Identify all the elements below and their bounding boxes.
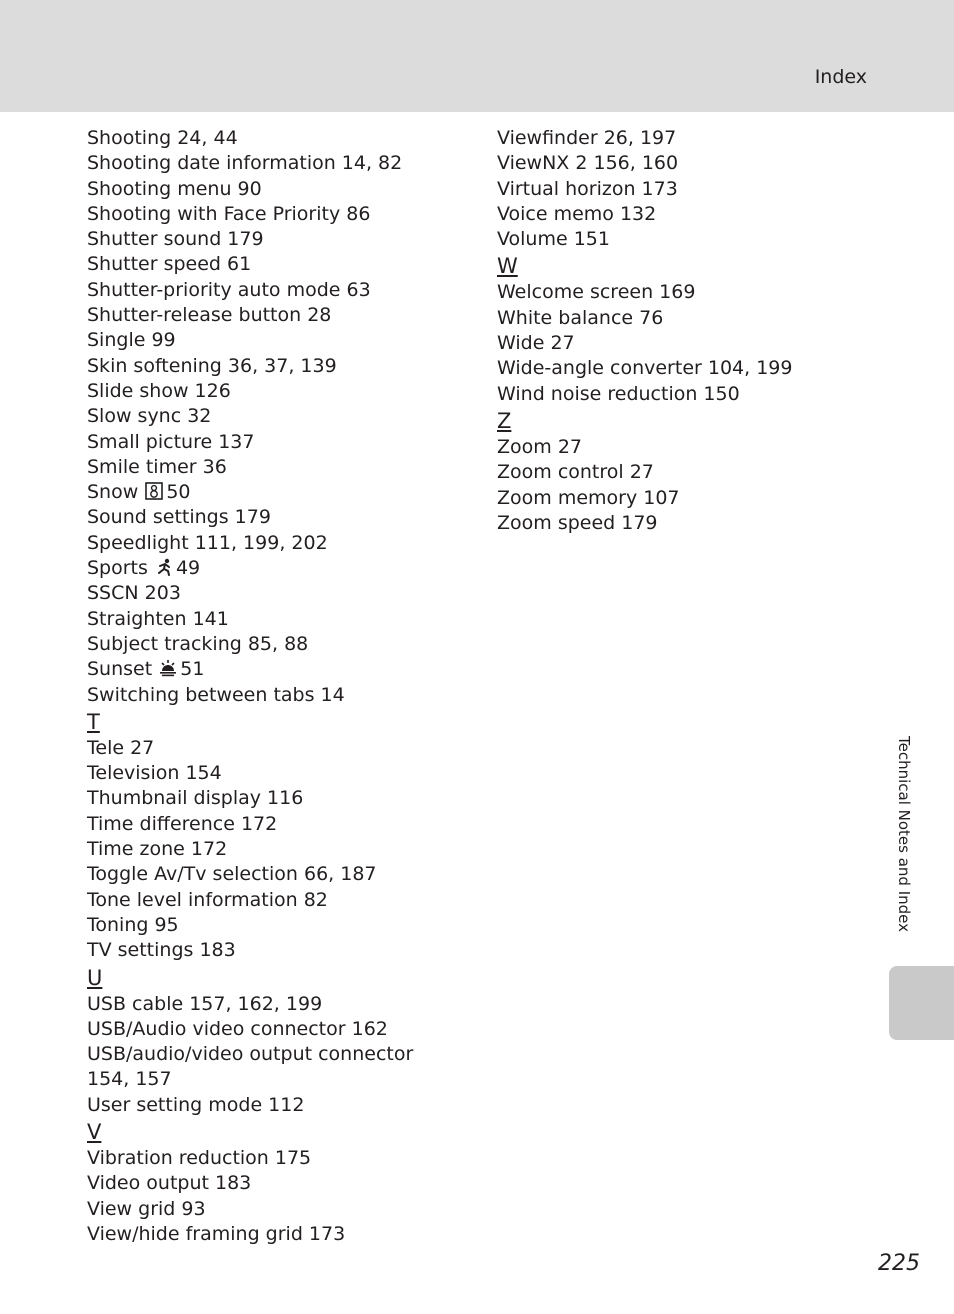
- page-header: [0, 0, 954, 112]
- index-entry: Slow sync 32: [87, 405, 212, 428]
- index-entry: Zoom memory 107: [497, 486, 680, 509]
- index-entry-term: Sunset: [87, 658, 153, 681]
- index-entry: Vibration reduction 175: [87, 1146, 312, 1169]
- index-entry: SSCN 203: [87, 582, 181, 605]
- index-entry: Shooting 24, 44: [87, 127, 238, 149]
- index-entry: Shutter sound 179: [87, 228, 264, 251]
- index-letter-heading: T: [87, 709, 100, 734]
- index-entry: Tone level information 82: [87, 888, 328, 911]
- index-letter-heading: U: [87, 965, 103, 990]
- header-title: Index: [814, 66, 867, 88]
- index-entry: Toggle Av/Tv selection 66, 187: [87, 863, 377, 886]
- index-entry: Volume 151: [497, 228, 610, 251]
- index-entry: Wide 27: [497, 332, 575, 355]
- index-entry: [87, 480, 457, 505]
- index-column-left: [87, 126, 457, 1247]
- index-entry: USB cable 157, 162, 199: [87, 992, 323, 1015]
- index-entry: Shooting with Face Priority 86: [87, 202, 371, 225]
- index-letter-heading: W: [497, 254, 518, 279]
- index-entry: Skin softening 36, 37, 139: [87, 354, 337, 377]
- sunset-scene-icon: [159, 659, 177, 677]
- page-number: 225: [878, 1251, 920, 1276]
- index-column-right: [497, 126, 837, 536]
- index-entry: Viewfinder 26, 197: [497, 127, 677, 149]
- index-entry: USB/Audio video connector 162: [87, 1017, 388, 1040]
- index-entry: Shooting menu 90: [87, 177, 262, 200]
- index-entry: Smile timer 36: [87, 455, 227, 478]
- index-entry: Shutter speed 61: [87, 253, 252, 276]
- index-entry: Toning 95: [87, 913, 179, 936]
- index-entry: White balance 76: [497, 306, 664, 329]
- index-entry: Zoom speed 179: [497, 511, 658, 534]
- index-entry: ViewNX 2 156, 160: [497, 152, 679, 175]
- index-entry: Wind noise reduction 150: [497, 382, 740, 405]
- index-entry-term: Sports: [87, 557, 148, 580]
- index-entry: Speedlight 111, 199, 202: [87, 531, 328, 554]
- index-entry: Television 154: [87, 762, 222, 785]
- index-entry: Shutter-priority auto mode 63: [87, 278, 371, 301]
- index-entry: [87, 657, 457, 682]
- index-entry: Voice memo 132: [497, 202, 657, 225]
- index-entry: Single 99: [87, 329, 176, 352]
- index-entry: Welcome screen 169: [497, 281, 696, 304]
- index-letter-heading: Z: [497, 408, 512, 433]
- index-entry-pages: 51: [180, 658, 205, 681]
- snow-scene-icon: [145, 482, 163, 500]
- index-entry: Tele 27: [87, 736, 155, 759]
- index-entry: TV settings 183: [87, 939, 236, 962]
- index-entry: Time zone 172: [87, 838, 228, 861]
- index-entry: [87, 556, 457, 581]
- index-entry: Subject tracking 85, 88: [87, 632, 309, 655]
- index-entry: View/hide framing grid 173: [87, 1222, 346, 1245]
- index-entry: Slide show 126: [87, 379, 231, 402]
- index-entry-pages: 50: [166, 481, 191, 504]
- index-entry: Thumbnail display 116: [87, 787, 304, 810]
- index-entry: Shutter-release button 28: [87, 304, 332, 327]
- index-entry: Video output 183: [87, 1172, 252, 1195]
- index-entry: Virtual horizon 173: [497, 177, 678, 200]
- index-entry: Straighten 141: [87, 607, 229, 630]
- index-entry: Shooting date information 14, 82: [87, 152, 403, 175]
- section-tab: [889, 966, 954, 1040]
- index-entry: User setting mode 112: [87, 1093, 305, 1116]
- index-entry-term: Snow: [87, 481, 139, 504]
- sports-scene-icon: [155, 558, 173, 576]
- index-entry: Time difference 172: [87, 812, 278, 835]
- section-side-label: Technical Notes and Index: [895, 736, 913, 933]
- index-entry: Small picture 137: [87, 430, 255, 453]
- index-entry: View grid 93: [87, 1197, 206, 1220]
- index-entry: Sound settings 179: [87, 506, 271, 529]
- index-entry: Wide-angle converter 104, 199: [497, 357, 793, 380]
- index-entry-pages: 49: [175, 557, 201, 580]
- index-entry: Zoom 27: [497, 435, 582, 458]
- index-entry: USB/audio/video output connector 154, 157: [87, 1043, 414, 1091]
- index-entry: Switching between tabs 14: [87, 683, 345, 706]
- index-entry: Zoom control 27: [497, 461, 654, 484]
- index-letter-heading: V: [87, 1119, 102, 1144]
